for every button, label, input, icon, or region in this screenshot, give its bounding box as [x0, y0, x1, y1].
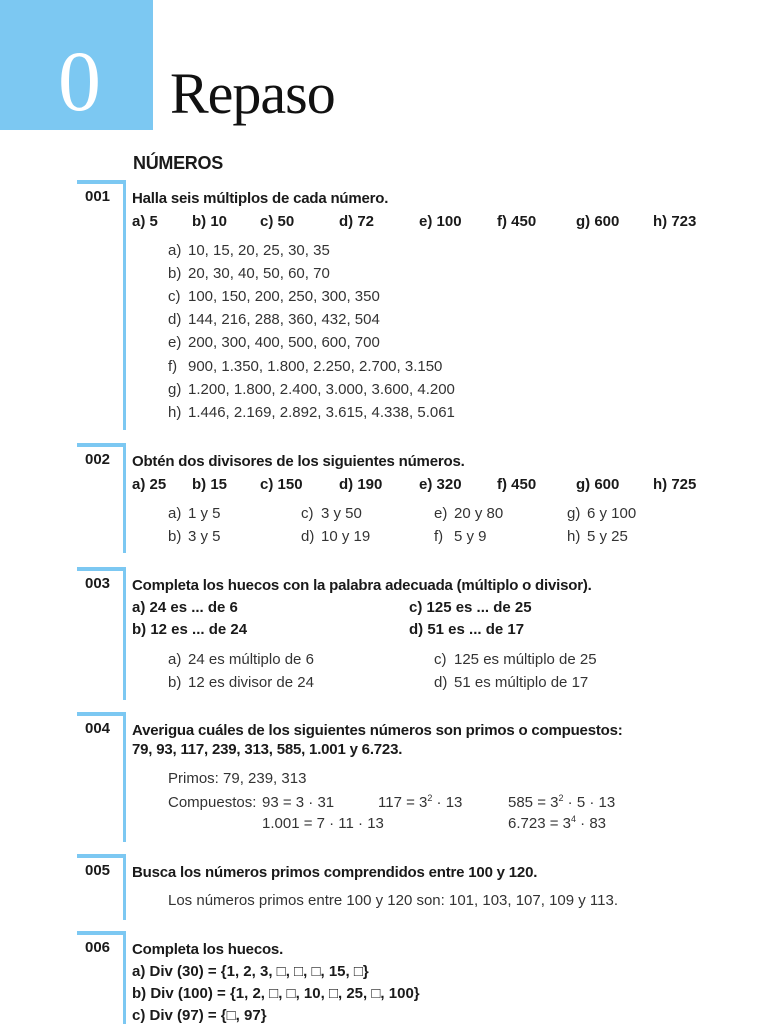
answer-cell: c) 3 y 50: [301, 505, 362, 522]
chapter-title: Repaso: [170, 61, 335, 126]
answer-cell: b) 3 y 5: [168, 528, 221, 545]
option: b) 15: [192, 476, 228, 493]
chapter-number-box: [0, 0, 153, 130]
option: a) 24 es ... de 6: [132, 599, 238, 616]
exercise-rule: [77, 931, 125, 935]
exercise-rule: [77, 180, 125, 184]
answer-cell: b) 12 es divisor de 24: [168, 674, 314, 691]
composite-factorization: 93 = 3 · 31: [262, 794, 335, 811]
answer-line: g) 1.200, 1.800, 2.400, 3.000, 3.600, 4.200: [168, 381, 455, 398]
exercise-number: 005: [85, 862, 111, 879]
option: f) 450: [497, 213, 537, 230]
exercise-number: 003: [85, 575, 111, 592]
exercise-number: 004: [85, 720, 111, 737]
answer-cell: h) 5 y 25: [567, 528, 628, 545]
answer-cell: a) 24 es múltiplo de 6: [168, 651, 314, 668]
option: b) 10: [192, 213, 228, 230]
exercise-number: 006: [85, 939, 111, 956]
section-title: NÚMEROS: [133, 153, 223, 173]
option: d) 51 es ... de 17: [409, 621, 525, 638]
exercise-statement: Completa los huecos.: [132, 941, 284, 958]
answer-cell: c) 125 es múltiplo de 25: [434, 651, 597, 668]
exercise-side-line: [123, 931, 126, 1024]
answer-cell: e) 20 y 80: [434, 505, 504, 522]
exercise-statement: Averigua cuáles de los siguientes números son primos o compuestos:: [132, 722, 623, 739]
answer-line: Los números primos entre 100 y 120 son: 101, 103, 107, 109 y 113.: [168, 892, 619, 909]
exercise-number: 001: [85, 188, 111, 205]
option: c) 50: [260, 213, 295, 230]
exercise-rule: [77, 854, 125, 858]
primes-answer: Primos: 79, 239, 313: [168, 770, 307, 787]
option: c) 125 es ... de 25: [409, 599, 532, 616]
answer-cell: d) 10 y 19: [301, 528, 371, 545]
answer-line: b) 20, 30, 40, 50, 60, 70: [168, 265, 330, 282]
composite-factorization: $585 = 3^2 \cdot 5 \cdot 13$: [508, 793, 616, 811]
exercise-statement: Obtén dos divisores de los siguientes números.: [132, 453, 465, 470]
exercise-statement-numbers: 79, 93, 117, 239, 313, 585, 1.001 y 6.723.: [132, 741, 403, 758]
option: c) 150: [260, 476, 303, 493]
answer-line: h) 1.446, 2.169, 2.892, 3.615, 4.338, 5.061: [168, 404, 455, 421]
exercise-statement: Completa los huecos con la palabra adecuada (múltiplo o divisor).: [132, 577, 592, 594]
answer-cell: a) 1 y 5: [168, 505, 221, 522]
exercise-statement: Busca los números primos comprendidos entre 100 y 120.: [132, 864, 538, 881]
answer-cell: g) 6 y 100: [567, 505, 637, 522]
answer-line: e) 200, 300, 400, 500, 600, 700: [168, 334, 380, 351]
exercise-side-line: [123, 712, 126, 842]
option: a) 5: [132, 213, 158, 230]
answer-cell: d) 51 es múltiplo de 17: [434, 674, 589, 691]
composite-factorization: $117 = 3^2 \cdot 13$: [378, 793, 463, 811]
exercise-number: 002: [85, 451, 111, 468]
option: d) 190: [339, 476, 383, 493]
option: f) 450: [497, 476, 537, 493]
option: g) 600: [576, 476, 620, 493]
exercise-side-line: [123, 443, 126, 553]
exercise-side-line: [123, 180, 126, 430]
option: e) 320: [419, 476, 462, 493]
answer-line: d) 144, 216, 288, 360, 432, 504: [168, 311, 380, 328]
option: d) 72: [339, 213, 375, 230]
option: e) 100: [419, 213, 462, 230]
answer-line: f) 900, 1.350, 1.800, 2.250, 2.700, 3.150: [168, 358, 443, 375]
option: g) 600: [576, 213, 620, 230]
chapter-number: 0: [58, 33, 101, 129]
exercise-rule: [77, 567, 125, 571]
exercise-rule: [77, 712, 125, 716]
exercise-side-line: [123, 854, 126, 920]
exercise-side-line: [123, 567, 126, 700]
composites-label: Compuestos:: [168, 794, 257, 811]
composite-factorization: 1.001 = 7 · 11 · 13: [262, 815, 384, 832]
option: h) 723: [653, 213, 697, 230]
answer-cell: f) 5 y 9: [434, 528, 487, 545]
option: a) 25: [132, 476, 167, 493]
option: b) 12 es ... de 24: [132, 621, 248, 638]
answer-line: c) 100, 150, 200, 250, 300, 350: [168, 288, 380, 305]
answer-line: a) 10, 15, 20, 25, 30, 35: [168, 242, 330, 259]
exercise-rule: [77, 443, 125, 447]
exercise-statement: Halla seis múltiplos de cada número.: [132, 190, 389, 207]
option: h) 725: [653, 476, 697, 493]
composite-factorization: $6.723 = 3^4 \cdot 83$: [508, 814, 607, 832]
